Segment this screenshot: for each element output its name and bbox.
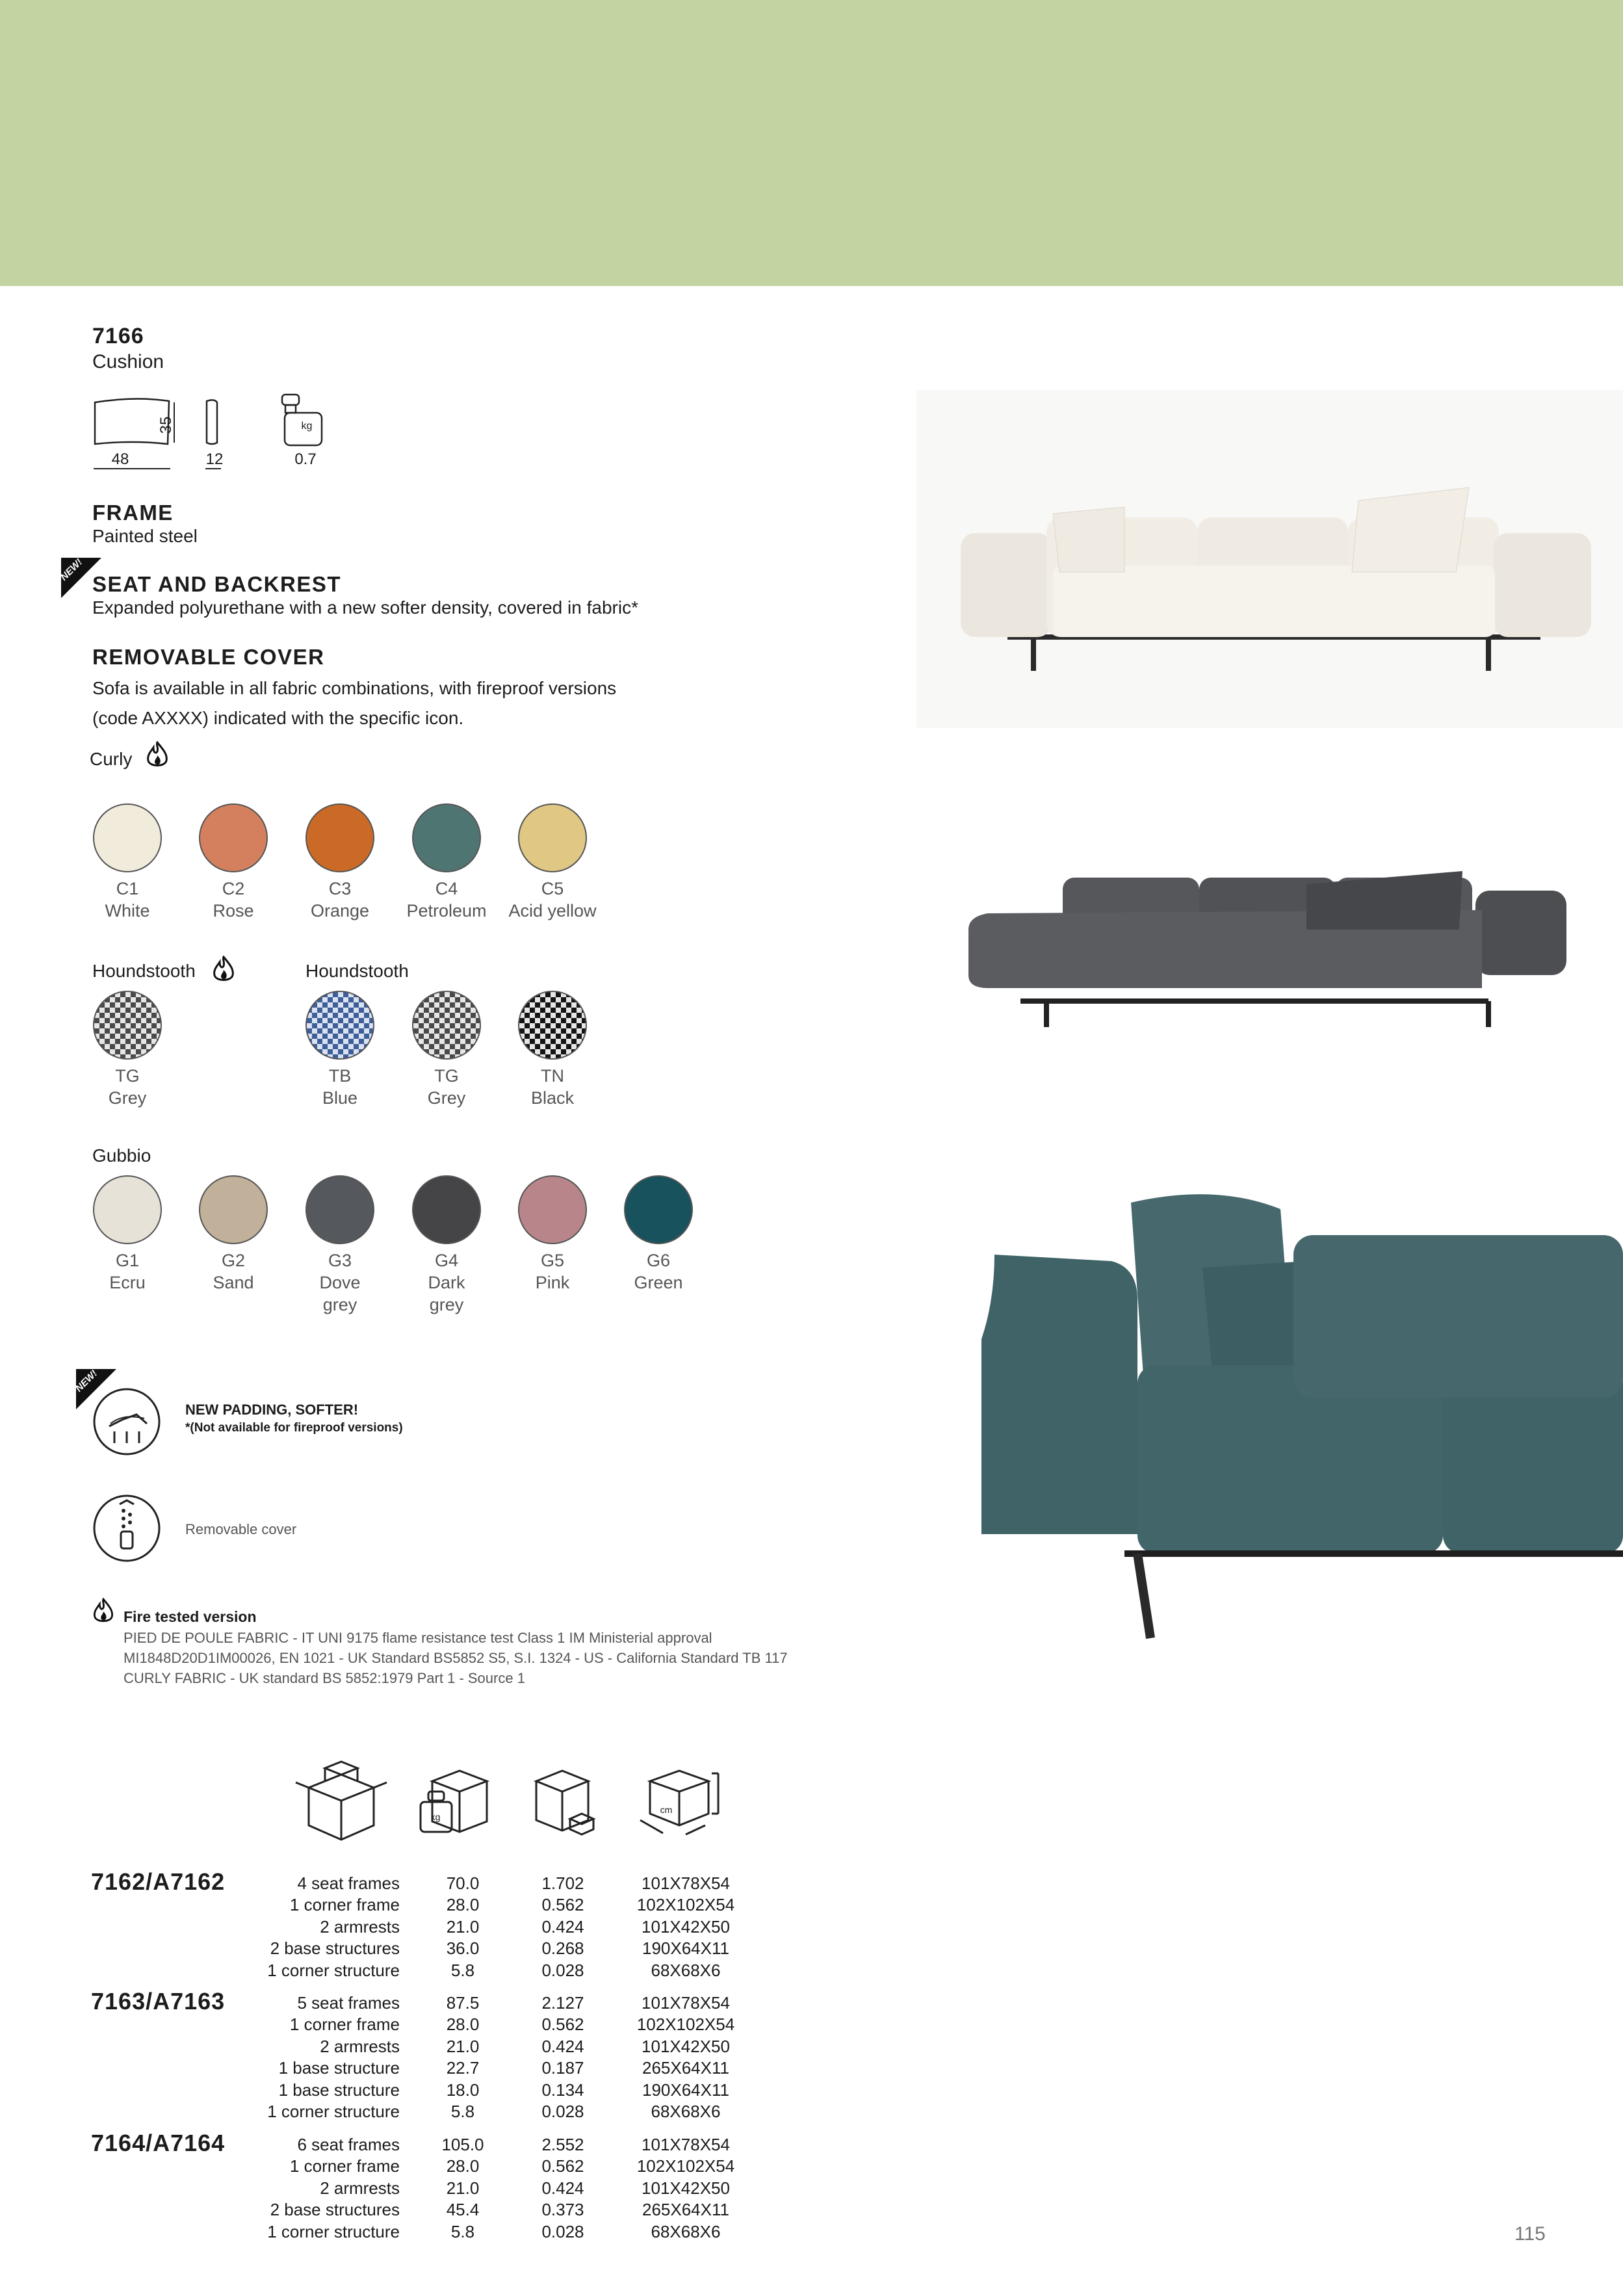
fire-line: PIED DE POULE FABRIC - IT UNI 9175 flame resistance test Class 1 IM Ministerial approval bbox=[123, 1630, 712, 1646]
sofa-photo-white bbox=[916, 390, 1623, 728]
package-description: 2 armrests bbox=[320, 2178, 400, 2198]
fire-line: MI1848D20D1IM00026, EN 1021 - UK Standard BS5852 S5, S.I. 1324 - US - California Standard TB 117 bbox=[123, 1650, 788, 1666]
swatch-code: C2 bbox=[222, 879, 245, 898]
swatch-code: G2 bbox=[221, 1251, 246, 1270]
package-weight: 21.0 bbox=[446, 2036, 480, 2056]
package-volume: 0.028 bbox=[541, 2221, 584, 2241]
fabric-group-gubbio: Gubbio bbox=[92, 1145, 151, 1166]
swatch-code: C1 bbox=[116, 879, 139, 898]
package-volume: 0.424 bbox=[541, 2036, 584, 2056]
package-code: 7163/A7163 bbox=[91, 1988, 226, 2015]
package-volume: 0.424 bbox=[541, 2178, 584, 2198]
fabric-group-houndstooth: Houndstooth bbox=[305, 961, 409, 981]
cover-text-1: Sofa is available in all fabric combinations, with fireproof versions bbox=[92, 678, 617, 698]
seat-title: SEAT AND BACKREST bbox=[92, 572, 342, 596]
swatch-g5[interactable] bbox=[518, 1175, 587, 1244]
dim-weight: 0.7 bbox=[294, 450, 317, 468]
package-dimensions: 101X42X50 bbox=[642, 2178, 730, 2198]
swatch-name: Pink bbox=[535, 1273, 570, 1292]
package-weight: 87.5 bbox=[446, 1993, 480, 2013]
package-description: 1 corner frame bbox=[289, 1895, 400, 1915]
package-weight-unit: kg bbox=[430, 1812, 441, 1822]
package-code: 7162/A7162 bbox=[91, 1868, 226, 1895]
package-description: 1 corner structure bbox=[267, 2221, 400, 2241]
swatch-code: C3 bbox=[328, 879, 352, 898]
package-description: 1 base structure bbox=[278, 2080, 400, 2100]
swatch-code: C5 bbox=[541, 879, 564, 898]
frame-text: Painted steel bbox=[92, 526, 198, 546]
fire-line: CURLY FABRIC - UK standard BS 5852:1979 Part 1 - Source 1 bbox=[123, 1670, 525, 1686]
swatch-name: grey bbox=[429, 1295, 464, 1314]
package-description: 1 base structure bbox=[278, 2058, 400, 2078]
cushion-side-icon bbox=[207, 400, 217, 444]
swatch-name: Green bbox=[634, 1273, 683, 1292]
dim-height: 35 bbox=[157, 416, 175, 434]
swatch-code: TN bbox=[541, 1066, 564, 1086]
zipper-icon bbox=[91, 1493, 162, 1564]
package-description: 2 base structures bbox=[270, 2200, 400, 2220]
swatch-name: Dove bbox=[319, 1273, 361, 1292]
swatch-name: Grey bbox=[427, 1088, 466, 1108]
package-volume: 2.552 bbox=[541, 2135, 584, 2154]
package-weight: 21.0 bbox=[446, 1916, 480, 1937]
swatch-code: C4 bbox=[435, 879, 458, 898]
cover-text-2: (code AXXXX) indicated with the specific icon. bbox=[92, 708, 464, 728]
package-volume: 0.028 bbox=[541, 2102, 584, 2121]
package-weight: 5.8 bbox=[450, 2221, 475, 2241]
package-description: 1 corner frame bbox=[289, 2015, 400, 2035]
padding-icon bbox=[91, 1386, 162, 1457]
package-dimensions: 101X42X50 bbox=[642, 2036, 730, 2056]
swatch-code: G3 bbox=[328, 1251, 352, 1270]
package-dimensions-unit: cm bbox=[660, 1805, 673, 1815]
swatch-name: Petroleum bbox=[406, 901, 487, 920]
swatch-g6[interactable] bbox=[624, 1175, 693, 1244]
fire-title: Fire tested version bbox=[123, 1608, 257, 1625]
package-description: 1 corner frame bbox=[289, 2156, 400, 2176]
sofa-photo-green bbox=[942, 1170, 1623, 1664]
swatch-code: TB bbox=[328, 1066, 352, 1086]
package-weight: 5.8 bbox=[450, 1960, 475, 1980]
swatch-g1[interactable] bbox=[93, 1175, 162, 1244]
product-code: 7166 bbox=[92, 324, 144, 348]
package-volume: 1.702 bbox=[541, 1873, 584, 1893]
package-weight: 45.4 bbox=[446, 2200, 480, 2220]
package-volume: 0.028 bbox=[541, 1960, 584, 1980]
package-description: 5 seat frames bbox=[297, 1993, 400, 2013]
swatch-c5[interactable] bbox=[518, 803, 587, 872]
swatch-name: Grey bbox=[108, 1088, 147, 1108]
flame-icon bbox=[211, 956, 237, 984]
package-volume: 0.187 bbox=[541, 2058, 584, 2078]
dim-width: 48 bbox=[111, 450, 129, 468]
swatch-code: G4 bbox=[434, 1251, 459, 1270]
swatch-name: grey bbox=[322, 1295, 357, 1314]
package-volume: 0.373 bbox=[541, 2200, 584, 2220]
package-weight: 21.0 bbox=[446, 2178, 480, 2198]
new-badge: NEW! bbox=[61, 558, 101, 598]
package-dimensions: 190X64X11 bbox=[642, 2080, 729, 2100]
padding-note: *(Not available for fireproof versions) bbox=[185, 1421, 403, 1435]
package-dimensions: 101X78X54 bbox=[642, 2135, 730, 2154]
package-dimensions: 190X64X11 bbox=[642, 1938, 729, 1959]
swatch-name: Dark bbox=[428, 1273, 465, 1292]
swatch-tn[interactable] bbox=[518, 991, 587, 1060]
package-dimensions: 68X68X6 bbox=[651, 1960, 721, 1980]
cover-title: REMOVABLE COVER bbox=[92, 645, 325, 669]
page-number: 115 bbox=[1514, 2223, 1546, 2245]
package-weight: 28.0 bbox=[446, 2156, 480, 2176]
seat-text: Expanded polyurethane with a new softer density, covered in fabric* bbox=[92, 597, 638, 618]
swatch-name: Sand bbox=[213, 1273, 254, 1292]
swatch-c2[interactable] bbox=[199, 803, 268, 872]
package-code: 7164/A7164 bbox=[91, 2130, 226, 2156]
removable-cover-label: Removable cover bbox=[185, 1521, 297, 1537]
flame-icon bbox=[144, 741, 170, 770]
package-volume: 0.424 bbox=[541, 1916, 584, 1937]
package-dimensions: 101X42X50 bbox=[642, 1916, 730, 1937]
package-description: 2 armrests bbox=[320, 1916, 400, 1937]
package-description: 1 corner structure bbox=[267, 1960, 400, 1980]
padding-title: NEW PADDING, SOFTER! bbox=[185, 1402, 359, 1418]
swatch-code: TG bbox=[115, 1066, 140, 1086]
package-weight: 105.0 bbox=[441, 2135, 484, 2154]
header-band bbox=[0, 0, 1623, 286]
packaging-icons bbox=[289, 1749, 744, 1846]
swatch-c3[interactable] bbox=[305, 803, 374, 872]
package-volume: 0.562 bbox=[541, 2156, 584, 2176]
swatch-tg[interactable] bbox=[412, 991, 481, 1060]
package-volume: 0.562 bbox=[541, 1895, 584, 1915]
package-dimensions: 102X102X54 bbox=[636, 2015, 735, 2035]
swatch-name: Black bbox=[530, 1088, 575, 1108]
sofa-photo-grey bbox=[916, 832, 1623, 1112]
package-volume-icon bbox=[536, 1771, 593, 1834]
swatch-c4[interactable] bbox=[412, 803, 481, 872]
package-weight-icon bbox=[421, 1771, 487, 1832]
package-description: 4 seat frames bbox=[297, 1873, 400, 1893]
product-name: Cushion bbox=[92, 351, 164, 372]
frame-title: FRAME bbox=[92, 501, 174, 525]
weight-unit: kg bbox=[301, 421, 313, 432]
swatch-code: G1 bbox=[115, 1251, 140, 1270]
package-dimensions: 265X64X11 bbox=[642, 2058, 729, 2078]
package-weight: 28.0 bbox=[446, 1895, 480, 1915]
swatch-g4[interactable] bbox=[412, 1175, 481, 1244]
package-description: 2 base structures bbox=[270, 1938, 400, 1959]
package-dimensions: 102X102X54 bbox=[636, 1895, 735, 1915]
package-description: 1 corner structure bbox=[267, 2102, 400, 2121]
new-badge: NEW! bbox=[76, 1369, 116, 1409]
swatch-g3[interactable] bbox=[305, 1175, 374, 1244]
package-dimensions-icon bbox=[640, 1771, 718, 1834]
swatch-g2[interactable] bbox=[199, 1175, 268, 1244]
swatch-code: TG bbox=[434, 1066, 459, 1086]
package-weight: 28.0 bbox=[446, 2015, 480, 2035]
package-dimensions: 101X78X54 bbox=[642, 1873, 730, 1893]
package-description: 6 seat frames bbox=[297, 2135, 400, 2154]
package-volume: 0.134 bbox=[541, 2080, 584, 2100]
swatch-name: Blue bbox=[322, 1088, 358, 1108]
package-weight: 70.0 bbox=[446, 1873, 480, 1893]
package-dimensions: 68X68X6 bbox=[651, 2221, 721, 2241]
package-volume: 2.127 bbox=[541, 1993, 584, 2013]
swatch-name: Ecru bbox=[109, 1273, 146, 1292]
swatch-code: G5 bbox=[540, 1251, 565, 1270]
flame-icon bbox=[91, 1598, 116, 1625]
package-dimensions: 265X64X11 bbox=[642, 2200, 729, 2220]
swatch-tg-fireproof[interactable] bbox=[93, 991, 162, 1060]
swatch-name: Orange bbox=[310, 901, 370, 920]
swatch-name: Rose bbox=[213, 901, 254, 920]
swatch-name: White bbox=[105, 901, 150, 920]
package-volume: 0.562 bbox=[541, 2015, 584, 2035]
package-weight: 36.0 bbox=[446, 1938, 480, 1959]
package-dimensions: 68X68X6 bbox=[651, 2102, 721, 2121]
package-weight: 22.7 bbox=[446, 2058, 480, 2078]
swatch-name: Acid yellow bbox=[508, 901, 597, 920]
swatch-c1[interactable] bbox=[93, 803, 162, 872]
package-description: 2 armrests bbox=[320, 2036, 400, 2056]
swatch-code: G6 bbox=[646, 1251, 671, 1270]
package-weight: 5.8 bbox=[450, 2102, 475, 2121]
package-dimensions: 102X102X54 bbox=[636, 2156, 735, 2176]
package-weight: 18.0 bbox=[446, 2080, 480, 2100]
packages-icon bbox=[296, 1762, 387, 1840]
fabric-group-curly: Curly bbox=[90, 749, 133, 769]
dim-depth: 12 bbox=[205, 450, 224, 468]
fabric-group-houndstooth-fireproof: Houndstooth bbox=[92, 961, 196, 981]
swatch-tb[interactable] bbox=[305, 991, 374, 1060]
package-dimensions: 101X78X54 bbox=[642, 1993, 730, 2013]
package-volume: 0.268 bbox=[541, 1938, 584, 1959]
